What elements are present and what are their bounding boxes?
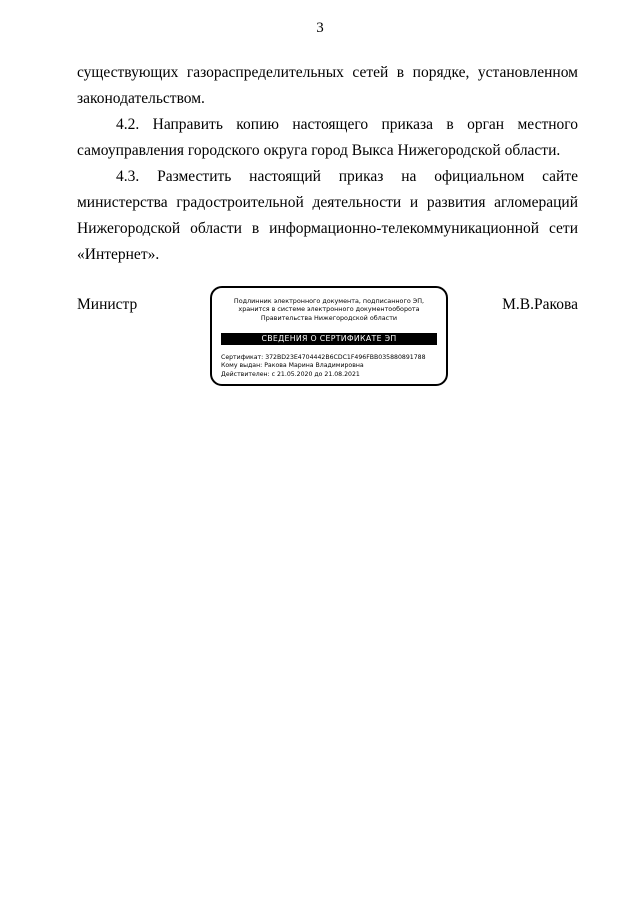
stamp-certificate-title: СВЕДЕНИЯ О СЕРТИФИКАТЕ ЭП	[221, 333, 437, 345]
paragraph-continuation: существующих газораспределительных сетей в порядке, установленном законодательством.	[77, 64, 578, 107]
certificate-label: Сертификат:	[221, 354, 264, 361]
stamp-header-line: хранится в системе электронного документооборота	[238, 305, 420, 314]
certificate-row	[221, 354, 437, 362]
paragraph-4-2: 4.2. Направить копию настоящего приказа в орган местного самоуправления городского округа город Выкса Нижегородской области.	[77, 116, 578, 159]
validity-label: Действителен:	[221, 370, 270, 378]
validity-value: с 21.05.2020 до 21.08.2021	[271, 370, 360, 378]
owner-row	[221, 362, 437, 370]
owner-label: Кому выдан:	[221, 362, 263, 370]
signer-name: М.В.Ракова	[502, 296, 578, 313]
paragraph-4-3: 4.3. Разместить настоящий приказ на официальном сайте министерства градостроительной деятельности и развития агломераций Нижегородской области в информационно-телекоммуникационной сети «Интернет».	[77, 168, 578, 263]
stamp-header-line: Подлинник электронного документа, подписанного ЭП,	[233, 297, 425, 305]
stamp-details	[221, 354, 437, 379]
electronic-signature-stamp	[210, 286, 448, 386]
stamp-header	[212, 297, 446, 322]
validity-row	[221, 371, 437, 379]
signer-title: Министр	[77, 296, 138, 313]
document-body	[77, 60, 578, 268]
stamp-header-line: Правительства Нижегородской области	[260, 313, 398, 322]
owner-value: Ракова Марина Владимировна	[264, 362, 364, 370]
certificate-value: 372BD23E4704442B6CDC1F496FBB035880891788	[265, 354, 426, 361]
page-number: 3	[316, 20, 324, 36]
